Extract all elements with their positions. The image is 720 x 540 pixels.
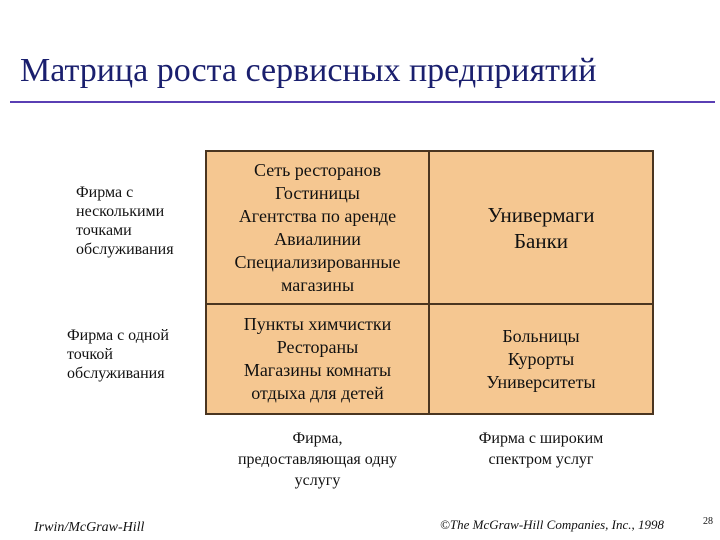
slide-title: Матрица роста сервисных предприятий <box>20 52 597 89</box>
copyright-footer: ©The McGraw-Hill Companies, Inc., 1998 <box>440 517 664 532</box>
matrix-cell-multi-site-single-service <box>205 150 430 305</box>
row-label-single-site: Фирма с одной точкой обслуживания <box>67 327 169 382</box>
matrix-cell-multi-site-wide-service <box>428 150 654 305</box>
matrix-cell-text: Больницы Курорты Университеты <box>486 325 596 392</box>
publisher-footer: Irwin/McGraw-Hill <box>34 520 145 535</box>
row-label-multi-site: Фирма с несколькими точками обслуживания <box>76 184 174 258</box>
page-number: 28 <box>703 516 713 527</box>
matrix-cell-text: Универмаги Банки <box>487 202 595 253</box>
matrix-cell-text: Пункты химчистки Рестораны Магазины комнаты отдыха для детей <box>243 314 392 403</box>
column-label-single-service: Фирма, предоставляющая одну услугу <box>237 430 398 489</box>
matrix-cell-single-site-wide-service <box>428 303 654 415</box>
matrix-cell-text: Сеть ресторанов Гостиницы Агентства по аренде Авиалинии Специализированные магазины <box>234 159 401 295</box>
matrix-cell-single-site-single-service <box>205 303 430 415</box>
title-divider <box>10 101 715 103</box>
column-label-wide-service: Фирма с широким спектром услуг <box>478 430 604 468</box>
